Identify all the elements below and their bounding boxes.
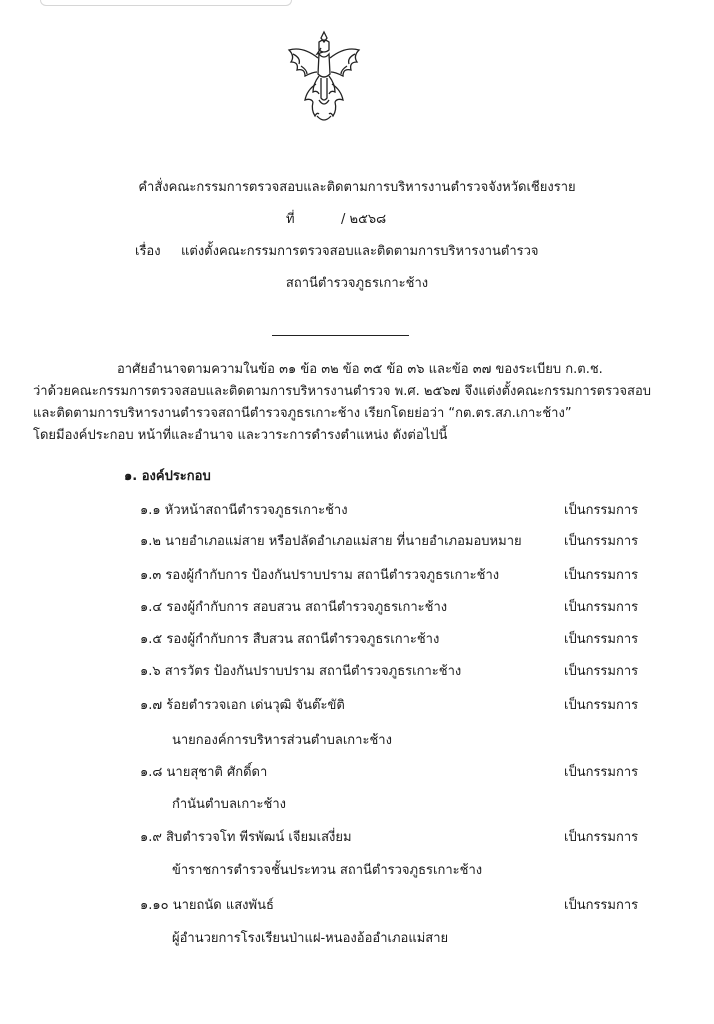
- order-number-label: ที่: [286, 212, 295, 227]
- member-item: ๑.๕ รองผู้กำกับการ สืบสวน สถานีตำรวจภูธรเกาะช้าง: [140, 632, 440, 647]
- member-item: ๑.๘ นายสุชาติ ศักดิ์ดา: [140, 765, 268, 780]
- member-item: ๑.๑๐ นายถนัด แสงพันธ์: [140, 898, 274, 913]
- preamble-line-4: โดยมีองค์ประกอบ หน้าที่และอำนาจ และวาระการดำรงตำแหน่ง ดังต่อไปนี้: [33, 428, 448, 443]
- member-role: เป็นกรรมการ: [564, 898, 639, 913]
- subject-line-1: แต่งตั้งคณะกรรมการตรวจสอบและติดตามการบริหารงานตำรวจ: [181, 244, 539, 259]
- member-item: ๑.๙ สิบตำรวจโท พีรพัฒน์ เจียมเสงี่ยม: [140, 830, 352, 845]
- subject-label: เรื่อง: [135, 244, 161, 259]
- member-item: ๑.๖ สารวัตร ป้องกันปราบปราม สถานีตำรวจภูธรเกาะช้าง: [140, 664, 462, 679]
- member-item: ๑.๓ รองผู้กำกับการ ป้องกันปราบปราม สถานีตำรวจภูธรเกาะช้าง: [140, 568, 500, 583]
- preamble-line-1: อาศัยอำนาจตามความในข้อ ๓๑ ข้อ ๓๒ ข้อ ๓๕ ข้อ ๓๖ และข้อ ๓๗ ของระเบียบ ก.ต.ช.: [117, 362, 603, 377]
- member-role: เป็นกรรมการ: [564, 765, 639, 780]
- member-position: ข้าราชการตำรวจชั้นประทวน สถานีตำรวจภูธรเกาะช้าง: [172, 863, 483, 878]
- divider-line: [272, 335, 409, 336]
- member-item: ๑.๒ นายอำเภอแม่สาย หรือปลัดอำเภอแม่สาย ที่นายอำเภอมอบหมาย: [140, 534, 522, 549]
- member-role: เป็นกรรมการ: [564, 600, 639, 615]
- member-item: ๑.๔ รองผู้กำกับการ สอบสวน สถานีตำรวจภูธรเกาะช้าง: [140, 600, 448, 615]
- member-role: เป็นกรรมการ: [564, 698, 639, 713]
- garuda-emblem: [283, 28, 365, 128]
- member-position: กำนันตำบลเกาะช้าง: [172, 797, 286, 812]
- member-role: เป็นกรรมการ: [564, 568, 639, 583]
- order-number-value: / ๒๕๖๘: [341, 212, 387, 227]
- member-role: เป็นกรรมการ: [564, 664, 639, 679]
- member-role: เป็นกรรมการ: [564, 632, 639, 647]
- member-role: เป็นกรรมการ: [564, 534, 639, 549]
- member-item: ๑.๗ ร้อยตำรวจเอก เด่นวุฒิ จันต๊ะขัติ: [140, 698, 345, 713]
- top-tab-outline: [40, 0, 292, 6]
- preamble-line-3: และติดตามการบริหารงานตำรวจสถานีตำรวจภูธรเกาะช้าง เรียกโดยย่อว่า “กต.ตร.สภ.เกาะช้าง”: [33, 406, 572, 421]
- order-title: คำสั่งคณะกรรมการตรวจสอบและติดตามการบริหารงานตำรวจจังหวัดเชียงราย: [138, 180, 576, 195]
- section-heading: ๑. องค์ประกอบ: [124, 469, 211, 484]
- member-position: นายกองค์การบริหารส่วนตำบลเกาะช้าง: [172, 733, 392, 748]
- subject-line-2: สถานีตำรวจภูธรเกาะช้าง: [285, 276, 429, 291]
- member-role: เป็นกรรมการ: [564, 503, 639, 518]
- member-role: เป็นกรรมการ: [564, 830, 639, 845]
- member-item: ๑.๑ หัวหน้าสถานีตำรวจภูธรเกาะช้าง: [140, 503, 348, 518]
- preamble-line-2: ว่าด้วยคณะกรรมการตรวจสอบและติดตามการบริหารงานตำรวจ พ.ศ. ๒๕๖๗ จึงแต่งตั้งคณะกรรมการตรวจสอบ: [33, 384, 652, 399]
- preamble-paragraph: [33, 359, 673, 447]
- member-position: ผู้อำนวยการโรงเรียนป่าแฝ-หนองอ้ออำเภอแม่สาย: [172, 931, 449, 946]
